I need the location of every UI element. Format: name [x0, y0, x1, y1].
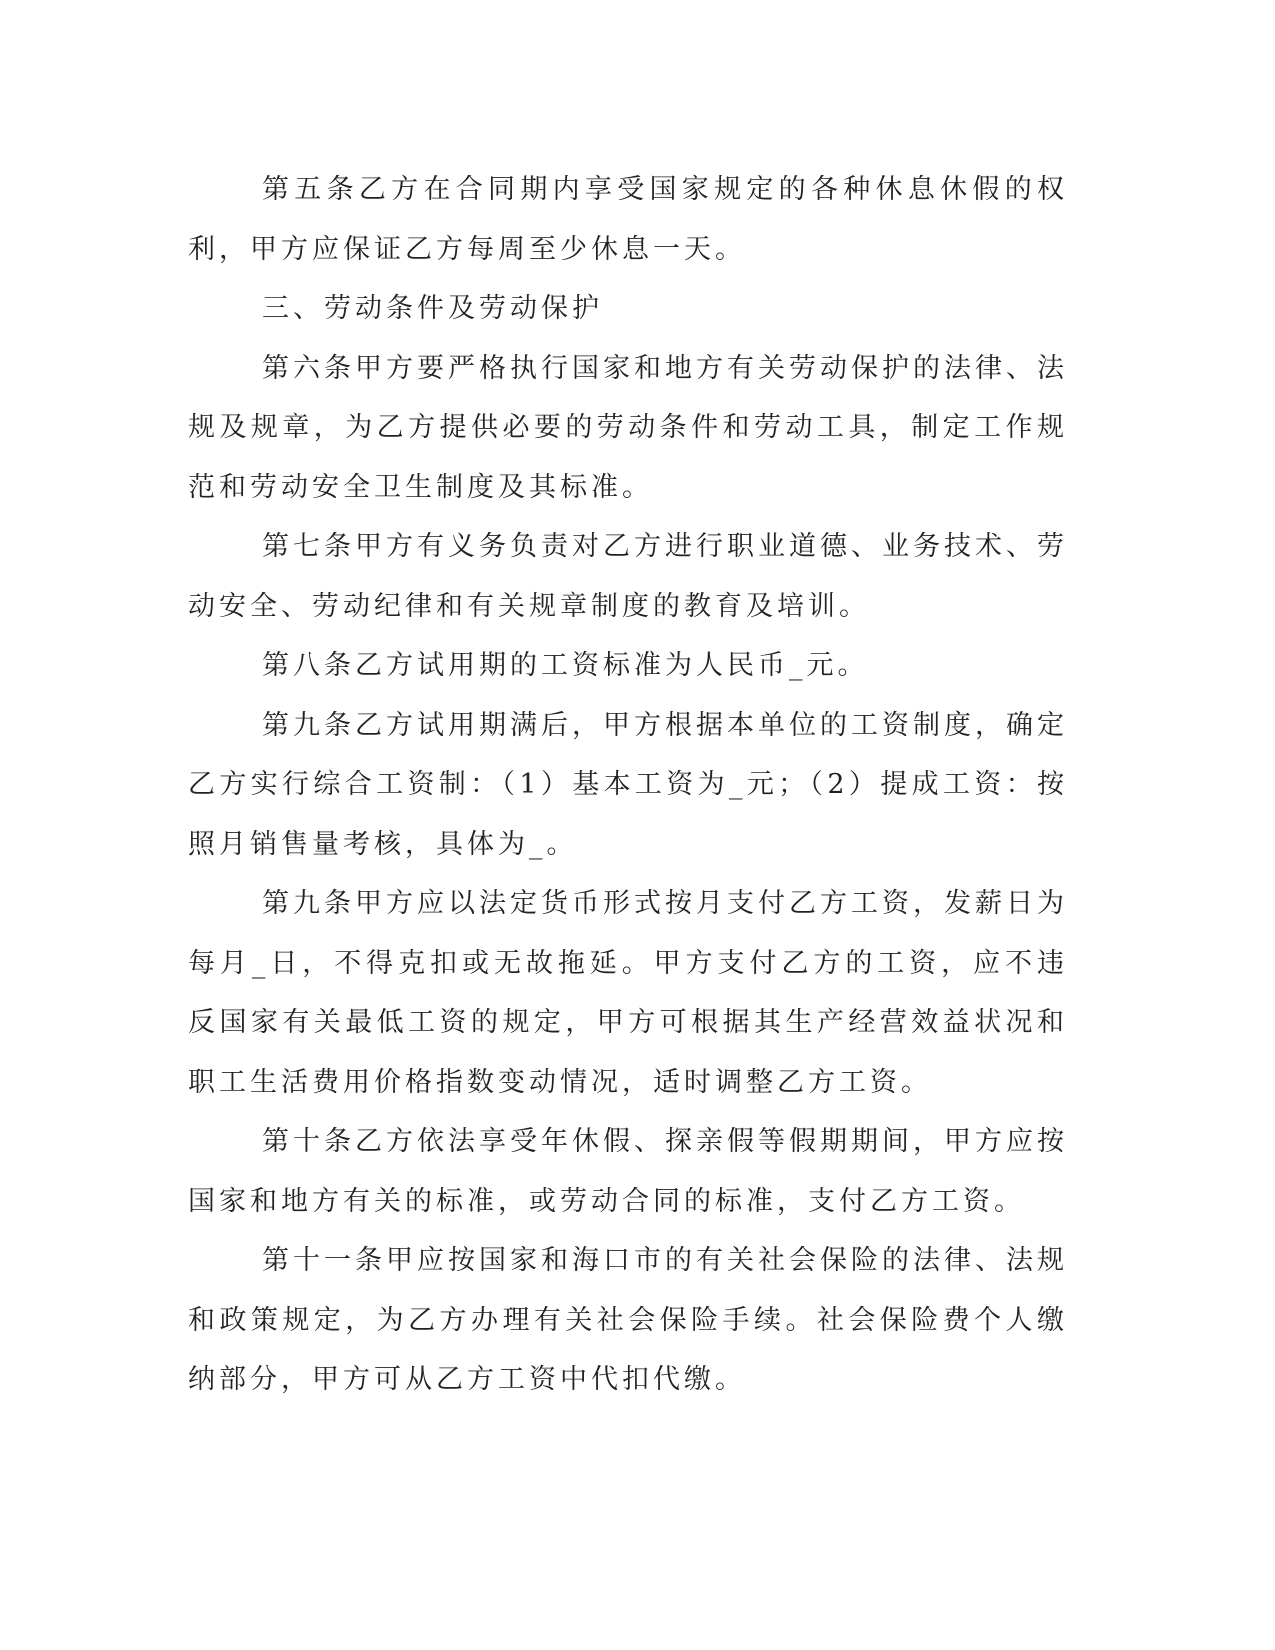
article-9b-paragraph: 第九条甲方应以法定货币形式按月支付乙方工资，发薪日为每月_日，不得克扣或无故拖延。甲方支付乙方的工资，应不违反国家有关最低工资的规定，甲方可根据其生产经营效益状况和职工生活费用价格指数变动情况，适时调整乙方工资。 — [188, 888, 1068, 1098]
article-5-paragraph: 第五条乙方在合同期内享受国家规定的各种休息休假的权利，甲方应保证乙方每周至少休息一天。 — [188, 174, 1068, 265]
article-10-paragraph: 第十条乙方依法享受年休假、探亲假等假期期间，甲方应按国家和地方有关的标准，或劳动合同的标准，支付乙方工资。 — [188, 1126, 1068, 1217]
article-11-paragraph: 第十一条甲应按国家和海口市的有关社会保险的法律、法规和政策规定，为乙方办理有关社会保险手续。社会保险费个人缴纳部分，甲方可从乙方工资中代扣代缴。 — [188, 1245, 1068, 1395]
article-8-paragraph: 第八条乙方试用期的工资标准为人民币_元。 — [262, 650, 869, 681]
section-3-heading: 三、劳动条件及劳动保护 — [262, 293, 603, 324]
document-body — [188, 160, 1068, 1410]
article-9a-paragraph: 第九条乙方试用期满后，甲方根据本单位的工资制度，确定乙方实行综合工资制：（1）基本工资为_元；（2）提成工资：按照月销售量考核，具体为_。 — [188, 709, 1068, 860]
article-7-paragraph: 第七条甲方有义务负责对乙方进行职业道德、业务技术、劳动安全、劳动纪律和有关规章制度的教育及培训。 — [188, 531, 1068, 622]
article-6-paragraph: 第六条甲方要严格执行国家和地方有关劳动保护的法律、法规及规章，为乙方提供必要的劳动条件和劳动工具，制定工作规范和劳动安全卫生制度及其标准。 — [188, 352, 1068, 503]
